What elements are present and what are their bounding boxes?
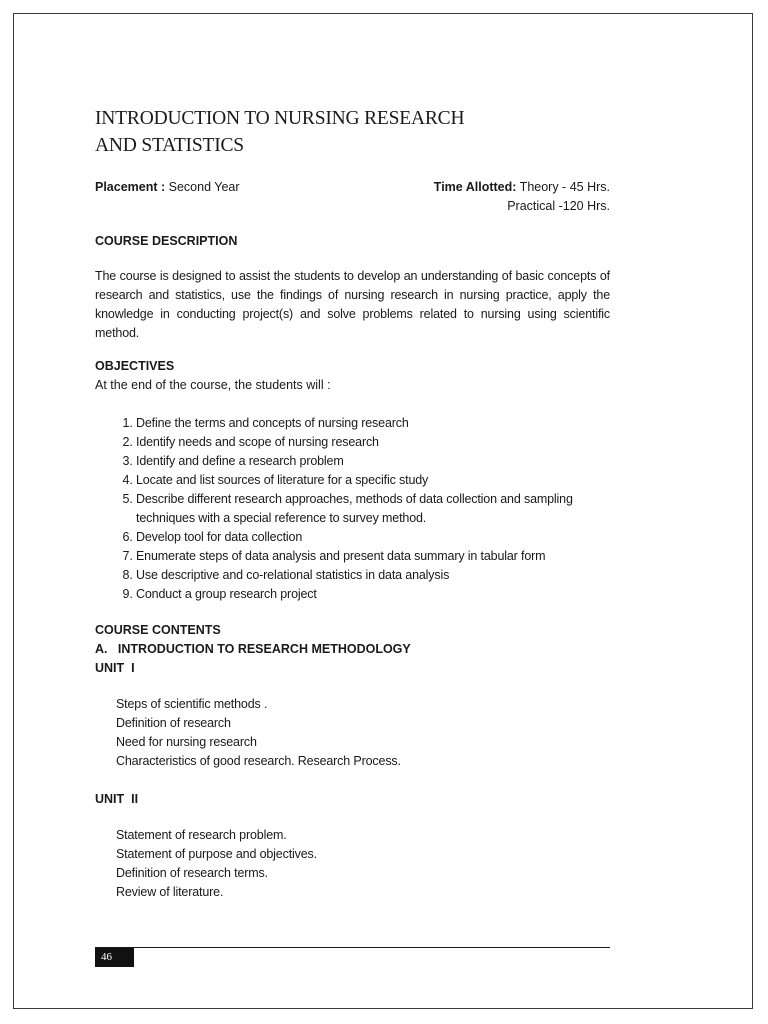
- list-item: 3. Identify and define a research problem: [136, 452, 610, 471]
- list-item: Characteristics of good research. Research Process.: [116, 754, 401, 768]
- list-item: Statement of purpose and objectives.: [116, 847, 317, 861]
- unit-2-heading: UNIT II: [95, 792, 139, 806]
- unit-2-list: [95, 826, 610, 902]
- objectives-list: [95, 414, 610, 604]
- placement-value: Second Year: [165, 180, 240, 194]
- time-practical: Practical -120 Hrs.: [507, 199, 610, 213]
- list-item: Review of literature.: [116, 885, 224, 899]
- list-item: Definition of research terms.: [116, 866, 268, 880]
- unit-1-list: [95, 695, 610, 771]
- list-item: 8. Use descriptive and co-relational statistics in data analysis: [136, 566, 610, 585]
- list-item: 2. Identify needs and scope of nursing research: [136, 433, 610, 452]
- course-description-heading: COURSE DESCRIPTION: [95, 234, 238, 248]
- footer-rule: [95, 947, 610, 948]
- course-contents-heading: COURSE CONTENTS: [95, 623, 221, 637]
- unit-1-heading: UNIT I: [95, 661, 135, 675]
- list-item: 1. Define the terms and concepts of nursing research: [136, 414, 610, 433]
- list-item: Statement of research problem.: [116, 828, 287, 842]
- document-body: [95, 105, 610, 902]
- placement-label: Placement :: [95, 180, 166, 194]
- list-item: 6. Develop tool for data collection: [136, 528, 610, 547]
- page-number: 46: [95, 948, 134, 967]
- list-item: 7. Enumerate steps of data analysis and present data summary in tabular form: [136, 547, 610, 566]
- list-item: Definition of research: [116, 716, 231, 730]
- list-item: Steps of scientific methods .: [116, 697, 268, 711]
- document-title: [95, 105, 535, 159]
- objectives-intro: At the end of the course, the students will :: [95, 378, 331, 392]
- time-allotted: [434, 178, 610, 216]
- time-theory: Theory - 45 Hrs.: [516, 180, 610, 194]
- placement-row: [95, 178, 610, 216]
- list-item: 4. Locate and list sources of literature for a specific study: [136, 471, 610, 490]
- placement: [95, 178, 240, 197]
- list-item: 9. Conduct a group research project: [136, 585, 610, 604]
- title-line-1: INTRODUCTION TO NURSING RESEARCH: [95, 108, 465, 129]
- time-label: Time Allotted:: [433, 180, 517, 194]
- list-item: 5. Describe different research approaches, methods of data collection and sampling techniques with a special reference to survey method.: [136, 490, 610, 528]
- section-a-heading: A. INTRODUCTION TO RESEARCH METHODOLOGY: [95, 642, 411, 656]
- course-description-text: The course is designed to assist the students to develop an understanding of basic concepts of research and statistics, use the findings of nursing research in nursing practice, apply the knowledge in conducting project(s) and solve problems related to nursing using scientific method.: [95, 269, 610, 340]
- objectives-heading: OBJECTIVES: [95, 359, 175, 373]
- list-item: Need for nursing research: [116, 735, 257, 749]
- title-line-2: AND STATISTICS: [95, 135, 244, 156]
